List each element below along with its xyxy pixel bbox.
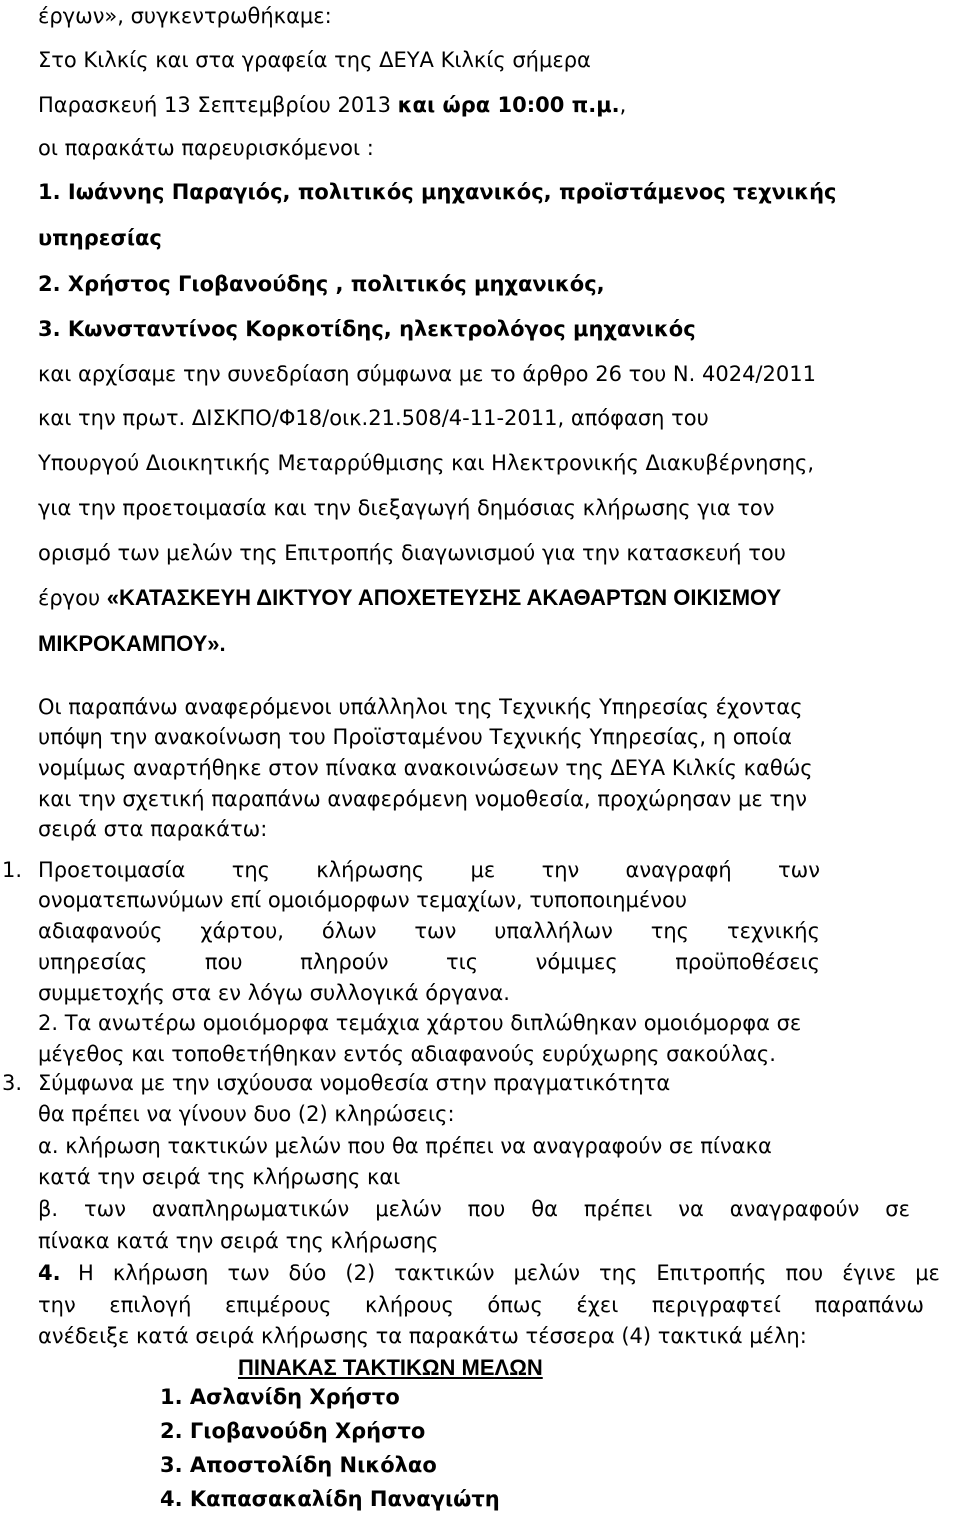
intro-line-2: Στο Κιλκίς και στα γραφεία της ΔΕΥΑ Κιλκίς σήμερα — [38, 48, 591, 72]
word: κλήρωσης — [316, 858, 425, 882]
members-table-title: ΠΙΝΑΚΑΣ ΤΑΚΤΙΚΩΝ ΜΕΛΩΝ — [238, 1355, 543, 1380]
word: περιγραφτεί — [651, 1293, 781, 1317]
para-line-5: σειρά στα παρακάτω: — [38, 817, 268, 841]
word: να — [678, 1197, 704, 1221]
word: της — [650, 919, 690, 943]
intro-line-3 — [38, 91, 626, 119]
project-title-cont: ΜΙΚΡΟΚΑΜΠΟΥ». — [38, 631, 226, 656]
word: των — [414, 919, 457, 943]
word: αδιαφανούς — [38, 919, 163, 943]
session-line-1: και αρχίσαμε την συνεδρίαση σύμφωνα με το άρθρο 26 του Ν. 4024/2011 — [38, 362, 816, 386]
item-1-line-5: συμμετοχής στα εν λόγω συλλογικά όργανα. — [38, 981, 510, 1005]
word: δύο — [288, 1261, 327, 1285]
word: κλήρους — [365, 1293, 454, 1317]
word: των — [778, 858, 820, 882]
item-1-line-4 — [38, 949, 820, 975]
word: έχει — [576, 1293, 619, 1317]
word: αναπληρωματικών — [151, 1197, 350, 1221]
item-3-line-6: πίνακα κατά την σειρά της κλήρωσης — [38, 1229, 439, 1253]
session-line-3: Υπουργού Διοικητικής Μεταρρύθμισης και Ηλεκτρονικής Διακυβέρνησης, — [38, 451, 815, 475]
word: έγινε — [842, 1261, 897, 1285]
date-text: Παρασκευή 13 Σεπτεμβρίου 2013 — [38, 93, 398, 117]
word: πρέπει — [583, 1197, 653, 1221]
word: προϋποθέσεις — [675, 950, 820, 974]
word: μελών — [375, 1197, 442, 1221]
item-3-line-2: θα πρέπει να γίνουν δυο (2) κληρώσεις: — [38, 1102, 455, 1126]
item-4-line-1 — [78, 1260, 940, 1286]
item-1-number: 1. — [2, 858, 23, 882]
word: αναγραφή — [625, 858, 732, 882]
word: (2) — [345, 1261, 376, 1285]
word: όλων — [321, 919, 377, 943]
word: υπαλλήλων — [494, 919, 613, 943]
word: Επιτροπής — [656, 1261, 767, 1285]
word: Προετοιμασία — [38, 858, 186, 882]
intro-line-1: έργων», συγκεντρωθήκαμε: — [38, 4, 332, 28]
word: β. — [38, 1197, 59, 1221]
word: της — [231, 858, 270, 882]
comma-text: , — [619, 93, 627, 117]
project-prefix: έργου — [38, 586, 107, 610]
word: θα — [531, 1197, 558, 1221]
session-line-5: ορισμό των μελών της Επιτροπής διαγωνισμού για την κατασκευή του — [38, 541, 786, 565]
item-2-line-1: 2. Τα ανωτέρω ομοιόμορφα τεμάχια χάρτου διπλώθηκαν ομοιόμορφα σε — [38, 1011, 802, 1035]
item-3-line-3: α. κλήρωση τακτικών μελών που θα πρέπει να αναγραφούν σε πίνακα — [38, 1134, 772, 1158]
para-line-2: υπόψη την ανακοίνωση του Προϊσταμένου Τεχνικής Υπηρεσίας, η οποία — [38, 725, 793, 749]
member-4: 4. Καπασακαλίδη Παναγιώτη — [160, 1487, 500, 1511]
word: πληρούν — [300, 950, 389, 974]
session-line-4: για την προετοιμασία και την διεξαγωγή δημόσιας κλήρωσης για τον — [38, 496, 775, 520]
time-text: και ώρα 10:00 π.μ. — [397, 93, 620, 117]
word: όπως — [487, 1293, 543, 1317]
attendee-1: 1. Ιωάννης Παραγιός, πολιτικός μηχανικός, προϊστάμενος τεχνικής — [38, 180, 837, 204]
para-line-1: Οι παραπάνω αναφερόμενοι υπάλληλοι της Τεχνικής Υπηρεσίας έχοντας — [38, 695, 803, 719]
item-4-line-2 — [38, 1292, 924, 1318]
word: Η — [78, 1261, 94, 1285]
word: τακτικών — [394, 1261, 495, 1285]
word: των — [84, 1197, 126, 1221]
word: που — [467, 1197, 506, 1221]
word: με — [470, 858, 496, 882]
word: την — [38, 1293, 76, 1317]
item-1-line-2: ονοματεπωνύμων επί ομοιόμορφων τεμαχίων, τυποποιημένου — [38, 888, 687, 912]
item-1-line-3 — [38, 918, 820, 944]
word: υπηρεσίας — [38, 950, 148, 974]
attendee-3: 3. Κωνσταντίνος Κορκοτίδης, ηλεκτρολόγος μηχανικός — [38, 317, 696, 341]
word: τις — [446, 950, 479, 974]
item-3-line-1: Σύμφωνα με την ισχύουσα νομοθεσία στην πραγματικότητα — [38, 1071, 671, 1095]
word: των — [227, 1261, 270, 1285]
word: μελών — [513, 1261, 580, 1285]
item-4-line-3: ανέδειξε κατά σειρά κλήρωσης τα παρακάτω τέσσερα (4) τακτικά μέλη: — [38, 1324, 807, 1348]
word: σε — [885, 1197, 910, 1221]
member-2: 2. Γιοβανούδη Χρήστο — [160, 1419, 426, 1443]
item-3-line-4: κατά την σειρά της κλήρωσης και — [38, 1165, 401, 1189]
item-3-number: 3. — [2, 1071, 23, 1095]
word: χάρτου, — [200, 919, 284, 943]
session-line-2: και την πρωτ. ΔΙΣΚΠΟ/Φ18/οικ.21.508/4-11-2011, απόφαση του — [38, 406, 709, 430]
project-title: «ΚΑΤΑΣΚΕΥΗ ΔΙΚΤΥΟΥ ΑΠΟΧΕΤΕΥΣΗΣ ΑΚΑΘΑΡΤΩΝ ΟΙΚΙΣΜΟΥ — [106, 585, 782, 610]
word: που — [204, 950, 243, 974]
word: νόμιμες — [535, 950, 618, 974]
word: παραπάνω — [814, 1293, 924, 1317]
word: επιλογή — [109, 1293, 192, 1317]
member-1: 1. Ασλανίδη Χρήστο — [160, 1385, 400, 1409]
word: κλήρωση — [112, 1261, 209, 1285]
member-3: 3. Αποστολίδη Νικόλαο — [160, 1453, 437, 1477]
word: την — [541, 858, 580, 882]
item-4-number: 4. — [38, 1261, 61, 1285]
word: της — [599, 1261, 638, 1285]
session-line-6 — [38, 584, 781, 612]
word: επιμέρους — [224, 1293, 332, 1317]
item-3-line-5 — [38, 1196, 910, 1222]
attendee-2: 2. Χρήστος Γιοβανούδης , πολιτικός μηχανικός, — [38, 272, 605, 296]
word: τεχνικής — [726, 919, 820, 943]
word: που — [785, 1261, 824, 1285]
word: με — [915, 1261, 940, 1285]
para-line-4: και την σχετική παραπάνω αναφερόμενη νομοθεσία, προχώρησαν με την — [38, 787, 808, 811]
intro-line-4: οι παρακάτω παρευρισκόμενοι : — [38, 136, 374, 160]
word: αναγραφούν — [729, 1197, 860, 1221]
item-2-line-2: μέγεθος και τοποθετήθηκαν εντός αδιαφανούς ευρύχωρης σακούλας. — [38, 1042, 776, 1066]
item-1-line-1 — [38, 857, 820, 883]
attendee-1-cont: υπηρεσίας — [38, 226, 162, 250]
para-line-3: νομίμως αναρτήθηκε στον πίνακα ανακοινώσεων της ΔΕΥΑ Κιλκίς καθώς — [38, 756, 813, 780]
